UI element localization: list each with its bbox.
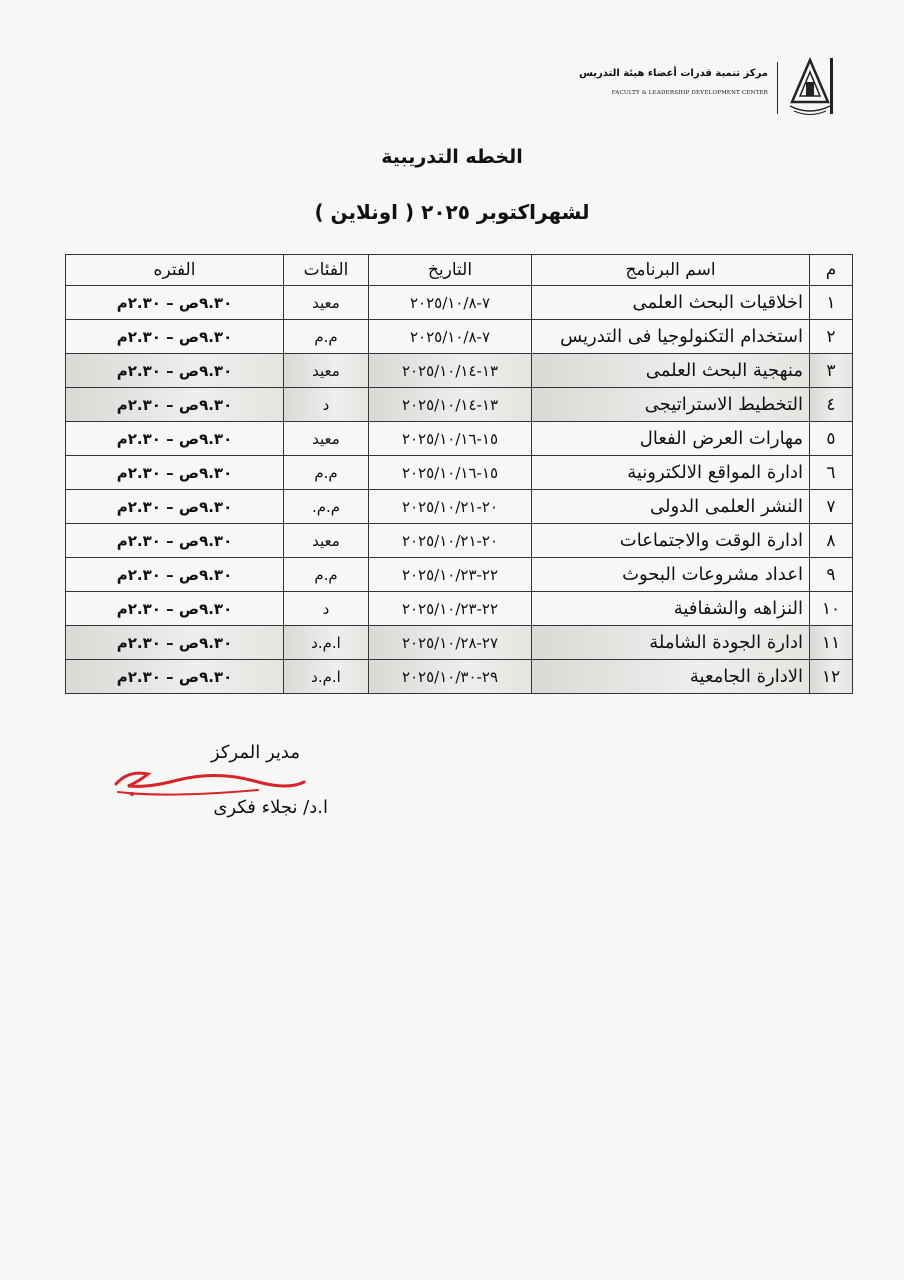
program-date: ٢٠-٢٠٢٥/١٠/٢١ [369,524,532,558]
program-time: ٩.٣٠ص – ٢.٣٠م [66,490,284,524]
program-date: ٢٠-٢٠٢٥/١٠/٢١ [369,490,532,524]
program-category: معيد [284,422,369,456]
handwritten-signature [108,762,308,802]
header-date: التاريخ [369,255,532,286]
program-time: ٩.٣٠ص – ٢.٣٠م [66,592,284,626]
program-date: ١٥-٢٠٢٥/١٠/١٦ [369,422,532,456]
program-name: مهارات العرض الفعال [532,422,810,456]
program-category: معيد [284,286,369,320]
table-row [66,592,853,626]
program-category: معيد [284,354,369,388]
logo-divider [777,62,778,114]
program-category: م.م [284,456,369,490]
program-name: اعداد مشروعات البحوث [532,558,810,592]
program-date: ٧-٢٠٢٥/١٠/٨ [369,286,532,320]
table-row [66,286,853,320]
header-time: الفتره [66,255,284,286]
header-program-name: اسم البرنامج [532,255,810,286]
table-row [66,558,853,592]
center-name-english: FACULTY & LEADERSHIP DEVELOPMENT CENTER [611,90,768,96]
table-row [66,456,853,490]
program-name: الادارة الجامعية [532,660,810,694]
program-time: ٩.٣٠ص – ٢.٣٠م [66,558,284,592]
signature-title: مدير المركز [210,742,300,763]
program-time: ٩.٣٠ص – ٢.٣٠م [66,286,284,320]
header-num: م [810,255,853,286]
program-category: م.م [284,320,369,354]
center-name-arabic: مركز تنمية قدرات أعضاء هيئة التدريس [579,68,768,79]
program-time: ٩.٣٠ص – ٢.٣٠م [66,660,284,694]
row-number: ١٠ [810,592,853,626]
program-date: ٢٩-٢٠٢٥/١٠/٣٠ [369,660,532,694]
document-title: الخطه التدريبية [381,146,523,168]
center-logo-header [579,56,844,120]
table-row [66,388,853,422]
header-category: الفئات [284,255,369,286]
university-logo-icon [786,56,844,118]
row-number: ١ [810,286,853,320]
row-number: ١١ [810,626,853,660]
program-time: ٩.٣٠ص – ٢.٣٠م [66,422,284,456]
program-category: معيد [284,524,369,558]
program-name: النزاهه والشفافية [532,592,810,626]
program-category: م.م [284,558,369,592]
program-category: ا.م.د [284,626,369,660]
table-row [66,626,853,660]
row-number: ٨ [810,524,853,558]
program-date: ١٥-٢٠٢٥/١٠/١٦ [369,456,532,490]
program-name: منهجية البحث العلمى [532,354,810,388]
program-category: م.م. [284,490,369,524]
row-number: ٣ [810,354,853,388]
program-date: ٢٢-٢٠٢٥/١٠/٢٣ [369,592,532,626]
program-date: ١٣-٢٠٢٥/١٠/١٤ [369,354,532,388]
document-subtitle: لشهراكتوبر ٢٠٢٥ ( اونلاين ) [314,200,590,224]
row-number: ٤ [810,388,853,422]
table-row [66,490,853,524]
program-time: ٩.٣٠ص – ٢.٣٠م [66,388,284,422]
program-time: ٩.٣٠ص – ٢.٣٠م [66,320,284,354]
table-row [66,524,853,558]
program-time: ٩.٣٠ص – ٢.٣٠م [66,524,284,558]
program-date: ٢٧-٢٠٢٥/١٠/٢٨ [369,626,532,660]
program-time: ٩.٣٠ص – ٢.٣٠م [66,456,284,490]
table-row [66,320,853,354]
table-row [66,422,853,456]
row-number: ٢ [810,320,853,354]
program-category: د [284,388,369,422]
program-time: ٩.٣٠ص – ٢.٣٠م [66,354,284,388]
row-number: ٦ [810,456,853,490]
training-plan-table [65,254,853,694]
program-name: ادارة الجودة الشاملة [532,626,810,660]
program-date: ٢٢-٢٠٢٥/١٠/٢٣ [369,558,532,592]
program-date: ١٣-٢٠٢٥/١٠/١٤ [369,388,532,422]
row-number: ٩ [810,558,853,592]
table-row [66,660,853,694]
program-name: النشر العلمى الدولى [532,490,810,524]
program-name: ادارة المواقع الالكترونية [532,456,810,490]
row-number: ١٢ [810,660,853,694]
program-name: ادارة الوقت والاجتماعات [532,524,810,558]
row-number: ٧ [810,490,853,524]
program-name: اخلاقيات البحث العلمى [532,286,810,320]
program-time: ٩.٣٠ص – ٢.٣٠م [66,626,284,660]
program-category: ا.م.د [284,660,369,694]
program-name: استخدام التكنولوجيا فى التدريس [532,320,810,354]
table-row [66,354,853,388]
program-date: ٧-٢٠٢٥/١٠/٨ [369,320,532,354]
signature-name: ا.د/ نجلاء فكرى [213,797,328,818]
table-header-row [66,255,853,286]
program-category: د [284,592,369,626]
row-number: ٥ [810,422,853,456]
program-name: التخطيط الاستراتيجى [532,388,810,422]
